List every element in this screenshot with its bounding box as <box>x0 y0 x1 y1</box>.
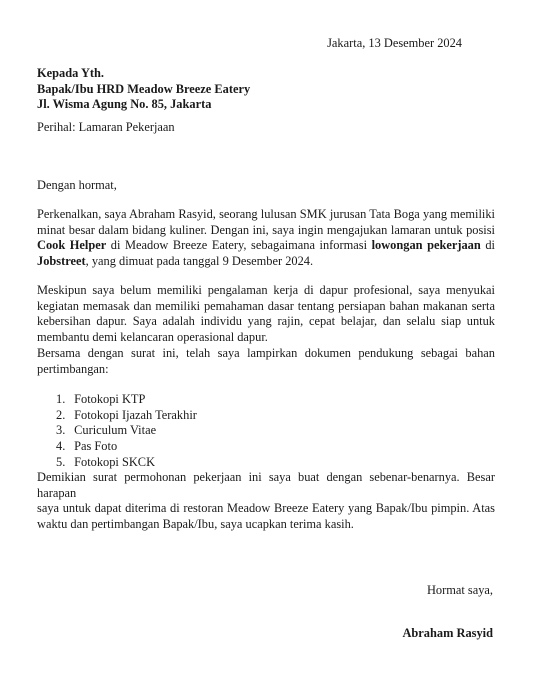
attachments-list <box>56 392 197 471</box>
intro-line <box>37 238 495 254</box>
intro-text: , yang dimuat pada tanggal 9 Desember 2024. <box>85 253 314 268</box>
experience-line: kebersihan dapur. Saya adalah individu yang rajin, cepat belajar, dan selalu siap untuk <box>37 314 495 329</box>
experience-line: membantu demi kelancaran operasional dapur. <box>37 329 268 344</box>
list-label: Fotokopi SKCK <box>74 454 156 469</box>
closing-line: saya untuk dapat diterima di restoran Meadow Breeze Eatery yang Bapak/Ibu pimpin. Atas <box>37 501 495 516</box>
list-number: 2. <box>56 407 66 422</box>
list-label: Pas Foto <box>74 439 118 454</box>
list-number: 1. <box>56 392 66 406</box>
letter-date: Jakarta, 13 Desember 2024 <box>327 36 462 50</box>
recipient-block <box>37 66 250 113</box>
list-number: 3. <box>56 423 66 438</box>
intro-line: minat besar dalam bidang kuliner. Dengan ini, saya ingin mengajukan lamaran untuk posisi <box>37 222 495 237</box>
experience-paragraph <box>37 283 495 345</box>
position-name: Cook Helper <box>37 238 107 253</box>
vacancy-text: lowongan pekerjaan <box>371 238 481 253</box>
list-item <box>56 392 197 408</box>
closing-paragraph <box>37 470 495 532</box>
list-number: 5. <box>56 454 66 469</box>
closing-line: Demikian surat permohonan pekerjaan ini saya buat dengan sebenar-benarnya. Besar harapan <box>37 470 495 500</box>
intro-line: Perkenalkan, saya Abraham Rasyid, seorang lulusan SMK jurusan Tata Boga yang memiliki <box>37 207 495 221</box>
experience-line: kegiatan memasak dan memiliki pemahaman dasar tentang persiapan bahan makanan serta <box>37 298 495 313</box>
intro-text: di <box>480 238 495 253</box>
attachments-intro-paragraph <box>37 346 495 377</box>
source-name: Jobstreet <box>37 253 86 268</box>
closing-salutation: Hormat saya, <box>426 583 493 597</box>
list-label: Fotokopi Ijazah Terakhir <box>74 407 197 422</box>
letter-subject: Perihal: Lamaran Pekerjaan <box>37 120 175 134</box>
list-label: Fotokopi KTP <box>74 392 146 406</box>
recipient-salutation: Kepada Yth. <box>37 66 105 80</box>
recipient-name: Bapak/Ibu HRD Meadow Breeze Eatery <box>37 81 251 96</box>
intro-line <box>37 254 495 270</box>
list-item <box>56 423 197 439</box>
list-label: Curiculum Vitae <box>74 423 157 438</box>
letter-greeting: Dengan hormat, <box>37 178 117 192</box>
intro-paragraph <box>37 207 495 269</box>
list-item <box>56 455 197 471</box>
attachments-intro-line: pertimbangan: <box>37 361 109 376</box>
intro-text: di Meadow Breeze Eatery, sebagaimana informasi <box>106 238 372 253</box>
list-item <box>56 408 197 424</box>
experience-line: Meskipun saya belum memiliki pengalaman kerja di dapur profesional, saya menyukai <box>37 283 495 297</box>
attachments-intro-line: Bersama dengan surat ini, telah saya lampirkan dokumen pendukung sebagai bahan <box>37 346 495 360</box>
list-number: 4. <box>56 439 66 454</box>
list-item <box>56 439 197 455</box>
recipient-address: Jl. Wisma Agung No. 85, Jakarta <box>37 97 212 111</box>
closing-line: waktu dan pertimbangan Bapak/Ibu, saya ucapkan terima kasih. <box>37 516 354 531</box>
signer-name: Abraham Rasyid <box>402 626 493 640</box>
